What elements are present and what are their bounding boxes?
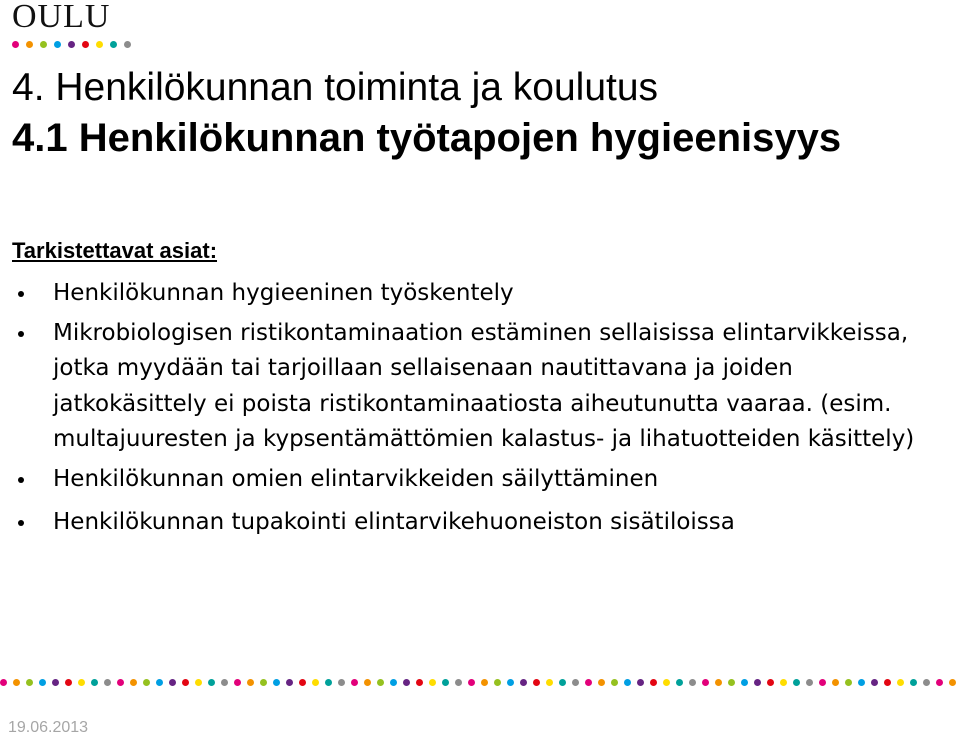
- decorative-dot-icon: [715, 679, 722, 686]
- decorative-dot-icon: [416, 679, 423, 686]
- decorative-dot-icon: [754, 679, 761, 686]
- decorative-dot-icon: [910, 679, 917, 686]
- decorative-dot-icon: [110, 41, 117, 48]
- decorative-dot-icon: [117, 679, 124, 686]
- decorative-dot-icon: [208, 679, 215, 686]
- decorative-dot-icon: [68, 41, 75, 48]
- decorative-dot-icon: [533, 679, 540, 686]
- decorative-dot-icon: [65, 679, 72, 686]
- decorative-dot-icon: [82, 41, 89, 48]
- decorative-dot-icon: [897, 679, 904, 686]
- decorative-dot-icon: [338, 679, 345, 686]
- bullet-text: Mikrobiologisen ristikontaminaation estäminen sellaisissa elintarvikkeissa, jotka myydään tai tarjoillaan sellaisenaan nautittavana ja joiden jatkokäsittely ei poista ristikontaminaatiosta aiheutunutta vaaraa. (esim. multajuuresten ja kypsentämättömien kalastus- ja lihatuotteiden käsittely): [53, 319, 915, 452]
- decorative-dot-icon: [54, 41, 61, 48]
- bullet-marker-icon: [18, 291, 24, 297]
- decorative-dot-icon: [455, 679, 462, 686]
- decorative-dot-icon: [247, 679, 254, 686]
- footer-date: 19.06.2013: [8, 719, 89, 736]
- decorative-dot-icon: [559, 679, 566, 686]
- decorative-dot-icon: [741, 679, 748, 686]
- decorative-dot-icon: [12, 41, 19, 48]
- decorative-dot-icon: [325, 679, 332, 686]
- decorative-dot-icon: [26, 679, 33, 686]
- decorative-dot-icon: [78, 679, 85, 686]
- decorative-dot-icon: [299, 679, 306, 686]
- decorative-dot-icon: [221, 679, 228, 686]
- decorative-dot-icon: [520, 679, 527, 686]
- decorative-dot-icon: [26, 41, 33, 48]
- decorative-dot-icon: [650, 679, 657, 686]
- decorative-dot-icon: [442, 679, 449, 686]
- bullet-text: Henkilökunnan hygieeninen työskentely: [53, 280, 514, 306]
- section-label: Tarkistettavat asiat:: [12, 238, 218, 263]
- oulu-logo: OULU: [12, 0, 111, 35]
- decorative-dot-icon: [767, 679, 774, 686]
- decorative-dot-icon: [832, 679, 839, 686]
- decorative-dot-icon: [96, 41, 103, 48]
- decorative-dot-icon: [40, 41, 47, 48]
- decorative-dot-icon: [780, 679, 787, 686]
- decorative-dot-icon: [611, 679, 618, 686]
- decorative-dot-icon: [377, 679, 384, 686]
- bullet-item: [0, 276, 960, 312]
- decorative-dot-icon: [13, 679, 20, 686]
- decorative-dot-icon: [273, 679, 280, 686]
- decorative-dot-icon: [260, 679, 267, 686]
- decorative-dot-icon: [936, 679, 943, 686]
- decorative-dot-icon: [52, 679, 59, 686]
- bullet-text: Henkilökunnan tupakointi elintarvikehuoneiston sisätiloissa: [53, 509, 735, 535]
- decorative-dot-icon: [390, 679, 397, 686]
- bullet-text: Henkilökunnan omien elintarvikkeiden säilyttäminen: [53, 465, 659, 492]
- bullet-list: [0, 276, 960, 541]
- bullet-marker-icon: [18, 477, 24, 483]
- decorative-dot-icon: [169, 679, 176, 686]
- decorative-dot-icon: [130, 679, 137, 686]
- decorative-dot-icon: [124, 41, 131, 48]
- decorative-dot-icon: [364, 679, 371, 686]
- decorative-dot-icon: [156, 679, 163, 686]
- decorative-dot-icon: [234, 679, 241, 686]
- decorative-dot-icon: [858, 679, 865, 686]
- decorative-dot-icon: [39, 679, 46, 686]
- decorative-dot-icon: [572, 679, 579, 686]
- decorative-dot-icon: [793, 679, 800, 686]
- decorative-dot-icon: [507, 679, 514, 686]
- decorative-dot-icon: [182, 679, 189, 686]
- decorative-dot-icon: [663, 679, 670, 686]
- bullet-item: [0, 316, 933, 458]
- decorative-dot-icon: [728, 679, 735, 686]
- decorative-dot-icon: [312, 679, 319, 686]
- bullet-marker-icon: [18, 520, 24, 526]
- decorative-dot-icon: [624, 679, 631, 686]
- decorative-dot-icon: [286, 679, 293, 686]
- decorative-dot-icon: [598, 679, 605, 686]
- bottom-dot-row: [0, 679, 960, 686]
- decorative-dot-icon: [585, 679, 592, 686]
- decorative-dot-icon: [0, 679, 7, 686]
- decorative-dot-icon: [91, 679, 98, 686]
- decorative-dot-icon: [104, 679, 111, 686]
- decorative-dot-icon: [546, 679, 553, 686]
- decorative-dot-icon: [806, 679, 813, 686]
- bullet-item: [0, 462, 960, 498]
- decorative-dot-icon: [871, 679, 878, 686]
- bullet-item: [0, 505, 960, 541]
- decorative-dot-icon: [884, 679, 891, 686]
- decorative-dot-icon: [468, 679, 475, 686]
- decorative-dot-icon: [494, 679, 501, 686]
- decorative-dot-icon: [819, 679, 826, 686]
- decorative-dot-icon: [143, 679, 150, 686]
- decorative-dot-icon: [481, 679, 488, 686]
- decorative-dot-icon: [637, 679, 644, 686]
- decorative-dot-icon: [403, 679, 410, 686]
- slide-heading: 4. Henkilökunnan toiminta ja koulutus: [12, 66, 659, 109]
- decorative-dot-icon: [351, 679, 358, 686]
- decorative-dot-icon: [949, 679, 956, 686]
- decorative-dot-icon: [702, 679, 709, 686]
- decorative-dot-icon: [676, 679, 683, 686]
- decorative-dot-icon: [195, 679, 202, 686]
- bullet-marker-icon: [18, 331, 24, 337]
- top-dot-row: [12, 41, 131, 48]
- decorative-dot-icon: [845, 679, 852, 686]
- decorative-dot-icon: [689, 679, 696, 686]
- decorative-dot-icon: [923, 679, 930, 686]
- slide-title: 4.1 Henkilökunnan työtapojen hygieenisyys: [12, 116, 842, 160]
- decorative-dot-icon: [429, 679, 436, 686]
